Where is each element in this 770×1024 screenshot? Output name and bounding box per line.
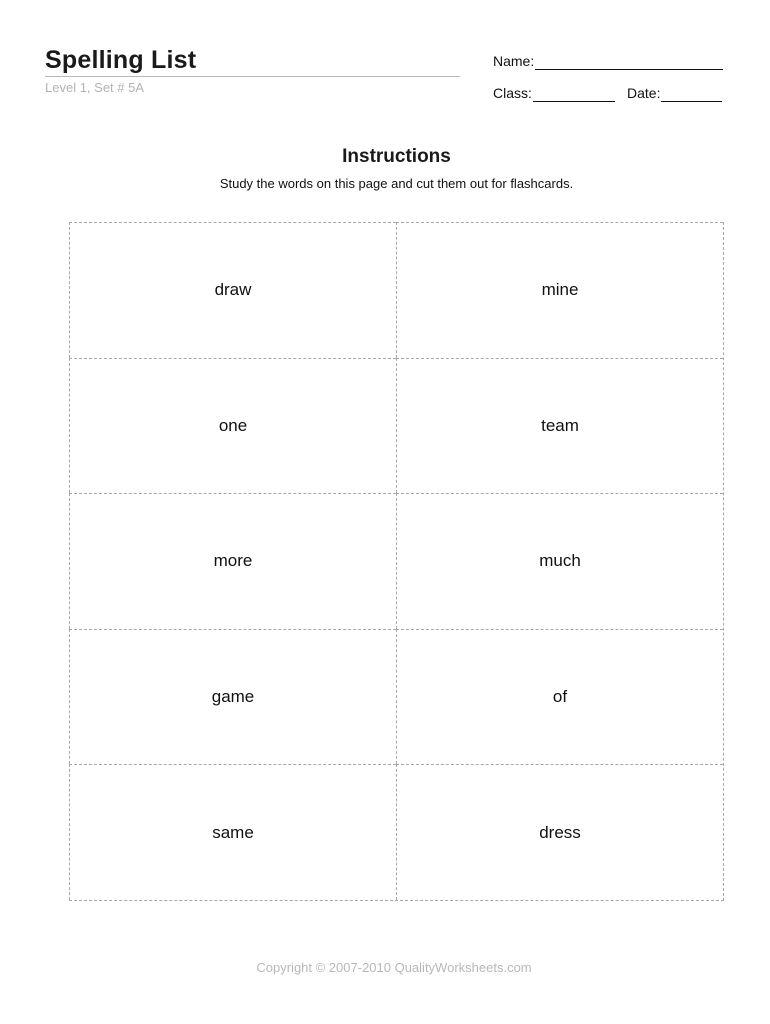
instructions-heading: Instructions [342, 146, 451, 167]
flashcard [396, 493, 723, 629]
flashcard-word: much [539, 551, 581, 571]
flashcard-word: of [552, 687, 568, 707]
flashcard [396, 764, 723, 900]
flashcard-word: more [213, 551, 253, 571]
flashcard-word: same [212, 822, 254, 842]
instructions-text: Study the words on this page and cut them out for flashcards. [219, 176, 574, 191]
copyright-footer: Copyright © 2007-2010 QualityWorksheets.com [256, 960, 532, 975]
date-label: Date: [627, 85, 661, 101]
flashcard [396, 222, 723, 358]
flashcard [69, 358, 396, 494]
flashcard [396, 358, 723, 494]
class-blank-line[interactable] [533, 88, 615, 102]
flashcard-grid [69, 222, 724, 901]
class-label: Class: [493, 85, 532, 101]
flashcard-word: draw [214, 280, 252, 300]
flashcard [69, 764, 396, 900]
date-field[interactable] [627, 85, 722, 102]
flashcard [69, 629, 396, 765]
flashcard-word: team [541, 415, 579, 435]
name-label: Name: [493, 53, 535, 69]
date-blank-line[interactable] [661, 88, 722, 102]
flashcard-word: dress [539, 822, 581, 842]
flashcard [69, 222, 396, 358]
flashcard [396, 629, 723, 765]
class-field[interactable] [493, 85, 615, 102]
title-underline [45, 76, 460, 77]
flashcard-word: game [211, 687, 255, 707]
name-field[interactable] [493, 53, 723, 70]
flashcard-word: mine [541, 280, 579, 300]
level-set-subtitle: Level 1, Set # 5A [45, 80, 145, 95]
name-blank-line[interactable] [535, 56, 723, 70]
flashcard [69, 493, 396, 629]
page-title: Spelling List [45, 46, 197, 74]
flashcard-word: one [218, 415, 248, 435]
